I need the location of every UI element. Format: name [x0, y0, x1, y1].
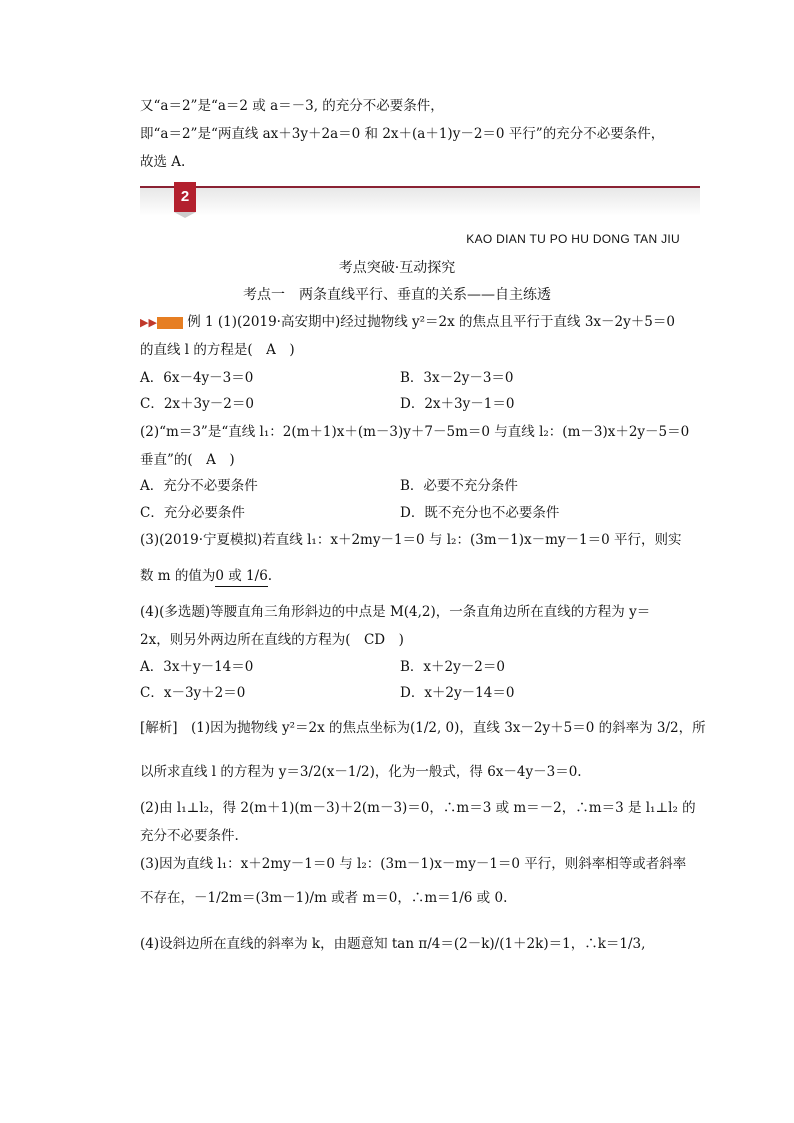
- q4-stem-a: (4)(多选题)等腰直角三角形斜边的中点是 M(4,2)，一条直角边所在直线的方程为 y＝: [140, 604, 651, 620]
- q4-option-b: B．x＋2y－2＝0: [400, 659, 505, 675]
- section-pinyin: KAO DIAN TU PO HU DONG TAN JIU: [466, 232, 680, 246]
- q4-option-c: C．x－3y＋2＝0: [140, 685, 246, 701]
- q3-stem-a: (3)(2019·宁夏模拟)若直线 l₁：x＋2my－1＝0 与 l₂：(3m－1)x－my－1＝0 平行，则实: [140, 532, 682, 548]
- double-arrow-icon: ▶▶: [140, 316, 157, 329]
- q2-stem-a: (2)“m＝3”是“直线 l₁：2(m＋1)x＋(m－3)y＋7－5m＝0 与直线 l₂：(m－3)x＋2y－5＝0: [140, 424, 690, 440]
- section-title: 考点突破·互动探究: [338, 260, 456, 276]
- analysis-4-line-a: (4)设斜边所在直线的斜率为 k，由题意知 tan π/4＝(2－k)/(1＋2k)＝1，∴k＝1/3,: [140, 936, 646, 952]
- q4-option-d: D．x＋2y－14＝0: [400, 685, 515, 701]
- q3-answer: 0 或 1/6: [215, 566, 267, 587]
- q2-option-c: C．充分必要条件: [140, 505, 245, 521]
- q4-option-a: A．3x＋y－14＝0: [140, 659, 254, 675]
- analysis-1-line-b: 以所求直线 l 的方程为 y＝3/2(x－1/2)，化为一般式，得 6x－4y－3＝0.: [140, 764, 582, 780]
- analysis-2-line-b: 充分不必要条件.: [140, 828, 239, 844]
- q1-stem-b: 的直线 l 的方程是( A ): [140, 342, 295, 358]
- section-number-badge: 2: [174, 182, 196, 212]
- q2-option-a: A．充分不必要条件: [140, 478, 258, 494]
- top-line-3: 故选 A.: [140, 154, 186, 170]
- analysis-1-line-a: [解析] (1)因为抛物线 y²＝2x 的焦点坐标为(1/2, 0)，直线 3x－2y＋5＝0 的斜率为 3/2，所: [140, 720, 706, 736]
- q3-stem-b-prefix: 数 m 的值为: [140, 568, 216, 584]
- q2-stem-b: 垂直”的( A ): [140, 452, 235, 468]
- q1-option-c: C．2x＋3y－2＝0: [140, 396, 254, 412]
- section-divider: [140, 186, 700, 188]
- q2-option-b: B．必要不充分条件: [400, 478, 518, 494]
- section-band: [140, 188, 700, 216]
- example-marker-icon: [157, 317, 183, 329]
- q3-stem-b-suffix: .: [267, 568, 273, 584]
- q1-option-d: D．2x＋3y－1＝0: [400, 396, 515, 412]
- example-1-question-1-line-a: [140, 312, 675, 333]
- badge-tip-decoration: [174, 212, 196, 218]
- analysis-3-line-b: 不存在，－1/2m＝(3m－1)/m 或者 m＝0，∴m＝1/6 或 0.: [140, 890, 508, 906]
- q4-stem-b: 2x，则另外两边所在直线的方程为( CD ): [140, 632, 404, 648]
- q3-stem-b: [140, 566, 272, 587]
- q1-stem-a: (1)(2019·高安期中)经过抛物线 y²＝2x 的焦点且平行于直线 3x－2y＋5＝0: [217, 314, 675, 330]
- top-line-1: 又“a＝2”是“a＝2 或 a＝－3, 的充分不必要条件，: [140, 98, 444, 114]
- q2-option-d: D．既不充分也不必要条件: [400, 505, 560, 521]
- analysis-2-line-a: (2)由 l₁⊥l₂，得 2(m＋1)(m－3)＋2(m－3)＝0，∴m＝3 或 m＝－2，∴m＝3 是 l₁⊥l₂ 的: [140, 800, 696, 816]
- analysis-3-line-a: (3)因为直线 l₁：x＋2my－1＝0 与 l₂：(3m－1)x－my－1＝0 平行，则斜率相等或者斜率: [140, 856, 687, 872]
- q1-option-a: A．6x－4y－3＝0: [140, 370, 254, 386]
- q1-option-b: B．3x－2y－3＝0: [400, 370, 514, 386]
- top-line-2: 即“a＝2”是“两直线 ax＋3y＋2a＝0 和 2x＋(a＋1)y－2＝0 平行”的充分不必要条件，: [140, 126, 665, 142]
- example-label: 例 1: [187, 314, 214, 330]
- section-subtitle: 考点一 两条直线平行、垂直的关系——自主练透: [243, 287, 551, 303]
